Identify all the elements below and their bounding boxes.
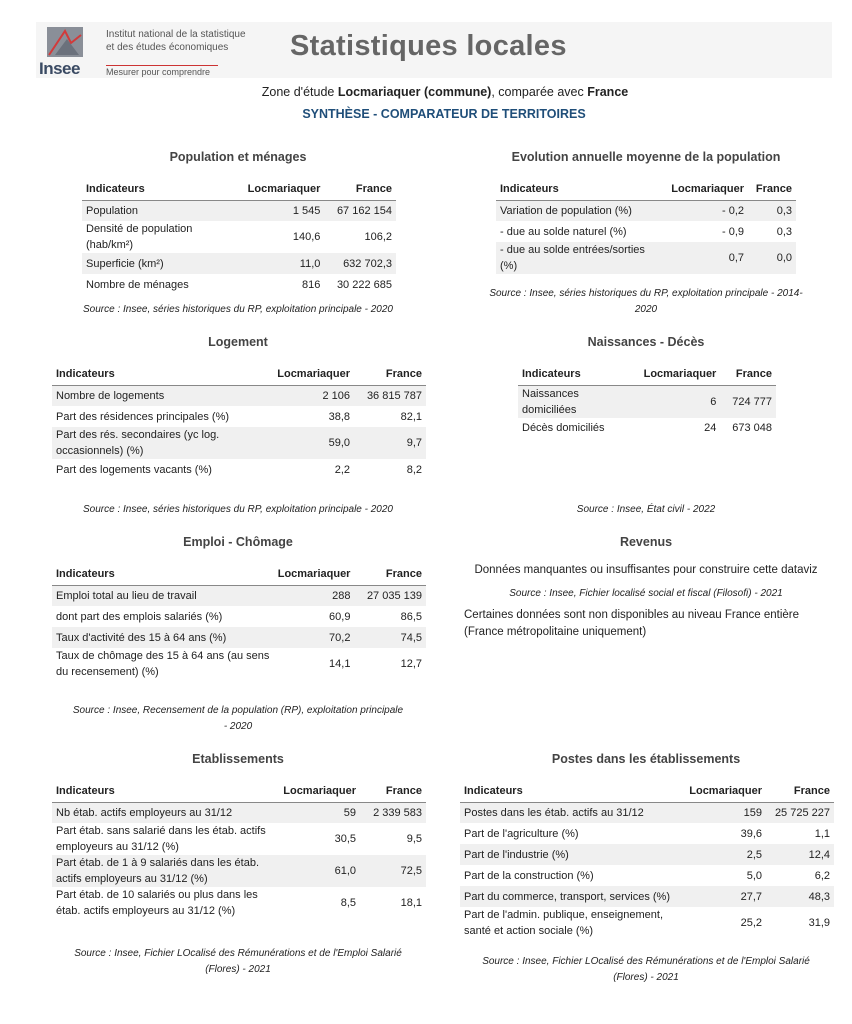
france-value-cell: 12,7 (400, 658, 422, 670)
france-value-cell: 724 777 (732, 395, 772, 408)
table-row (82, 221, 396, 253)
commune-value-cell: 2,5 (746, 848, 762, 861)
table-row (52, 648, 426, 680)
table-row (460, 907, 834, 939)
commune-value-cell: 2 106 (322, 389, 350, 402)
commune-value-cell: 24 (704, 422, 717, 434)
indicator-cell: Part étab. de 1 à 9 salariés dans les étab. actifs employeurs au 31/12 (%) (56, 857, 260, 885)
source-emploi: Source : Insee, Recensement de la population (RP), exploitation principale - 2020 (72, 705, 404, 732)
commune-value-cell: 816 (302, 278, 321, 291)
postes-table: Indicateurs Locmariaquer France Postes dans les étab. actifs au 31/12 159 25 725 227 Part de l'agriculture (%) 39,6 1,1 Part de l'industrie (%) 2,5 12,4 Part de la construction (%) 5,0 6,2 Part du commerce, transport, services (%) 27,7 48,3 Part de l'admin. publique, enseignement, santé et action sociale (%) 25,2 31,9 (460, 778, 834, 939)
indicator-cell: Part des rés. secondaires (yc log. occasionnels) (%) (56, 429, 220, 457)
indicator-cell: Taux de chômage des 15 à 64 ans (au sens du recensement) (%) (56, 650, 270, 678)
france-value-cell: 9,5 (406, 833, 422, 845)
table-row (460, 823, 834, 844)
logo-word: Insee (39, 59, 80, 78)
section-title-evolution: Evolution annuelle moyenne de la population (511, 150, 781, 164)
commune-value-cell: 288 (332, 589, 351, 602)
commune-value-cell: 30,5 (334, 833, 356, 845)
commune-value-cell: 140,6 (292, 231, 321, 243)
commune-value-cell: - 0,9 (722, 225, 745, 238)
commune-value-cell: 5,0 (746, 869, 762, 882)
france-value-cell: 0,0 (776, 252, 792, 264)
indicator-cell: Densité de population (hab/km²) (86, 223, 193, 251)
table-row (52, 459, 426, 480)
table-row (496, 242, 796, 274)
france-value-cell: 67 162 154 (336, 204, 392, 217)
section-title-naissances: Naissances - Décès (587, 335, 705, 349)
section-title-logement: Logement (208, 335, 268, 349)
table-row (52, 585, 426, 606)
table-row (82, 274, 396, 295)
france-value-cell: 18,1 (400, 897, 422, 909)
france-value-cell: 25 725 227 (774, 806, 830, 819)
table-row (52, 823, 426, 855)
france-value-cell: 9,7 (406, 437, 422, 449)
commune-value-cell: 8,5 (340, 897, 356, 909)
table-row (460, 865, 834, 886)
commune-value-cell: 2,2 (334, 463, 350, 476)
france-value-cell: 82,1 (400, 410, 422, 423)
indicator-cell: Nb étab. actifs employeurs au 31/12 (56, 806, 233, 819)
indicator-cell: Part des logements vacants (%) (56, 463, 212, 476)
etablissements-table: Indicateurs Locmariaquer France Nb étab. actifs employeurs au 31/12 59 2 339 583 Part étab. sans salarié dans les étab. actifs employeurs au 31/12 (%) 30,5 9,5 Part étab. de 1 à 9 salariés dans les étab. actifs employeurs au 31/12 (%) 61,0 72,5 Part étab. de 10 salariés ou plus dans les étab. actifs employeurs au 31/12 (%) 8,5 18,1 (52, 778, 426, 919)
commune-value-cell: 0,7 (728, 252, 745, 264)
source-evolution: Source : Insee, séries historiques du RP, exploitation principale - 2014- 2020 (489, 288, 803, 315)
commune-value-cell: 60,9 (329, 610, 351, 623)
revenus-missing: Données manquantes ou insuffisantes pour construire cette dataviz (474, 564, 818, 576)
population-table: Indicateurs Locmariaquer France Population 1 545 67 162 154 Densité de population (hab/km²) 140,6 106,2 Superficie (km²) 11,0 632 702,3 Nombre de ménages 816 30 222 685 (82, 176, 396, 295)
indicator-cell: Nombre de ménages (86, 278, 189, 291)
subtitle: SYNTHÈSE - COMPARATEUR DE TERRITOIRES (302, 107, 586, 121)
indicator-cell: Naissances domiciliées (522, 387, 579, 416)
france-value-cell: 72,5 (400, 865, 422, 877)
table-row (496, 200, 796, 221)
indicator-cell: Part de l'agriculture (%) (464, 827, 579, 840)
source-etablissements: Source : Insee, Fichier LOcalisé des Rémunérations et de l'Emploi Salarié (Flores) - 2021 (74, 948, 402, 975)
table-row (52, 802, 426, 823)
commune-value-cell: 14,1 (329, 658, 351, 670)
study-zone: Zone d'étude Locmariaquer (commune), comparée avec France (261, 85, 629, 99)
indicator-cell: Emploi total au lieu de travail (56, 589, 197, 602)
commune-value-cell: 39,6 (740, 827, 762, 840)
section-title-postes: Postes dans les établissements (551, 752, 741, 766)
france-value-cell: 632 702,3 (343, 257, 392, 270)
section-title-revenus: Revenus (619, 535, 673, 549)
france-value-cell: 12,4 (808, 848, 830, 861)
france-value-cell: 673 048 (732, 422, 772, 434)
france-value-cell: 30 222 685 (336, 278, 392, 291)
section-title-etablissements: Etablissements (192, 752, 284, 766)
page-title: Statistiques locales (290, 30, 567, 62)
commune-value-cell: 38,8 (328, 410, 350, 423)
commune-value-cell: 27,7 (740, 890, 762, 903)
france-value-cell: 0,3 (776, 225, 792, 238)
commune-value-cell: 70,2 (329, 631, 351, 644)
indicator-cell: Part de la construction (%) (464, 869, 594, 882)
france-value-cell: 31,9 (808, 917, 830, 929)
table-row (460, 802, 834, 823)
commune-value-cell: 11,0 (299, 257, 321, 270)
table-row (82, 200, 396, 221)
commune-value-cell: 61,0 (334, 865, 356, 877)
table-row (496, 221, 796, 242)
commune-value-cell: 59,0 (328, 437, 350, 449)
indicator-cell: Part des résidences principales (%) (56, 410, 230, 423)
table-row (52, 855, 426, 887)
france-value-cell: 8,2 (406, 463, 422, 476)
commune-value-cell: 1 545 (292, 204, 321, 217)
source-revenus: Source : Insee, Fichier localisé social et fiscal (Filosofi) - 2021 (509, 588, 783, 599)
indicator-cell: dont part des emplois salariés (%) (56, 610, 223, 623)
table-row (518, 385, 776, 418)
source-naissances: Source : Insee, État civil - 2022 (576, 504, 716, 515)
france-value-cell: 27 035 139 (366, 589, 422, 602)
commune-value-cell: 6 (710, 395, 717, 408)
table-row (518, 418, 776, 439)
emploi-table: Indicateurs Locmariaquer France Emploi total au lieu de travail 288 27 035 139 dont part des emplois salariés (%) 60,9 86,5 Taux d'activité des 15 à 64 ans (%) 70,2 74,5 Taux de chômage des 15 à 64 ans (au sens du recensement) (%) 14,1 12,7 (52, 561, 426, 680)
table-row (52, 606, 426, 627)
indicator-cell: Taux d'activité des 15 à 64 ans (%) (56, 631, 227, 644)
page-header (36, 22, 832, 78)
table-row (52, 427, 426, 459)
indicator-cell: - due au solde naturel (%) (500, 225, 627, 238)
indicator-cell: Part du commerce, transport, services (%) (464, 890, 671, 903)
tagline: Mesurer pour comprendre (106, 65, 218, 77)
indicator-cell: Part de l'industrie (%) (464, 848, 569, 861)
france-value-cell: 86,5 (400, 610, 422, 623)
table-row (52, 627, 426, 648)
indicator-cell: Part étab. sans salarié dans les étab. actifs employeurs au 31/12 (%) (56, 825, 266, 853)
revenus-note: Certaines données sont non disponibles au niveau France entière (France métropolitaine uniquement) (464, 609, 799, 638)
indicator-cell: Superficie (km²) (86, 257, 164, 270)
table-row (52, 406, 426, 427)
france-value-cell: 106,2 (364, 231, 392, 243)
indicator-cell: - due au solde entrées/sorties (%) (500, 244, 645, 272)
commune-value-cell: 59 (343, 806, 356, 819)
france-value-cell: 6,2 (814, 869, 830, 882)
indicator-cell: Population (86, 204, 138, 217)
france-value-cell: 36 815 787 (366, 389, 422, 402)
france-value-cell: 48,3 (808, 890, 830, 903)
indicator-cell: Nombre de logements (56, 389, 165, 402)
france-value-cell: 1,1 (814, 827, 830, 840)
commune-value-cell: 159 (743, 806, 762, 819)
section-title-population: Population et ménages (169, 150, 307, 164)
source-logement: Source : Insee, séries historiques du RP, exploitation principale - 2020 (83, 504, 393, 515)
commune-value-cell: 25,2 (740, 917, 762, 929)
table-row (460, 886, 834, 907)
logement-table: Indicateurs Locmariaquer France Nombre de logements 2 106 36 815 787 Part des résidences principales (%) 38,8 82,1 Part des rés. secondaires (yc log. occasionnels) (%) 59,0 9,7 Part des logements vacants (%) 2,2 8,2 (52, 361, 426, 480)
naissances-table: Indicateurs Locmariaquer France Naissances domiciliées 6 724 777 Décès domiciliés 24 673 048 (518, 361, 776, 439)
table-row (52, 385, 426, 406)
section-title-emploi: Emploi - Chômage (183, 535, 293, 549)
france-value-cell: 74,5 (400, 631, 422, 644)
france-value-cell: 0,3 (776, 204, 792, 217)
indicator-cell: Part de l'admin. publique, enseignement, santé et action sociale (%) (464, 909, 664, 937)
source-population: Source : Insee, séries historiques du RP, exploitation principale - 2020 (83, 304, 393, 315)
table-row (82, 253, 396, 274)
evolution-table: Indicateurs Locmariaquer France Variation de population (%) - 0,2 0,3 - due au solde naturel (%) - 0,9 0,3 - due au solde entrées/sorties (%) 0,7 0,0 (496, 176, 796, 274)
institute-name: Institut national de la statistique et des études économiques (106, 29, 246, 53)
indicator-cell: Variation de population (%) (500, 204, 632, 217)
commune-value-cell: - 0,2 (722, 204, 745, 217)
france-value-cell: 2 339 583 (373, 806, 422, 819)
indicator-cell: Part étab. de 10 salariés ou plus dans les étab. actifs employeurs au 31/12 (%) (56, 889, 258, 917)
source-postes: Source : Insee, Fichier LOcalisé des Rémunérations et de l'Emploi Salarié (Flores) - 2021 (482, 956, 810, 983)
table-row (460, 844, 834, 865)
table-row (52, 887, 426, 919)
indicator-cell: Décès domiciliés (522, 422, 605, 434)
indicator-cell: Postes dans les étab. actifs au 31/12 (464, 806, 644, 819)
